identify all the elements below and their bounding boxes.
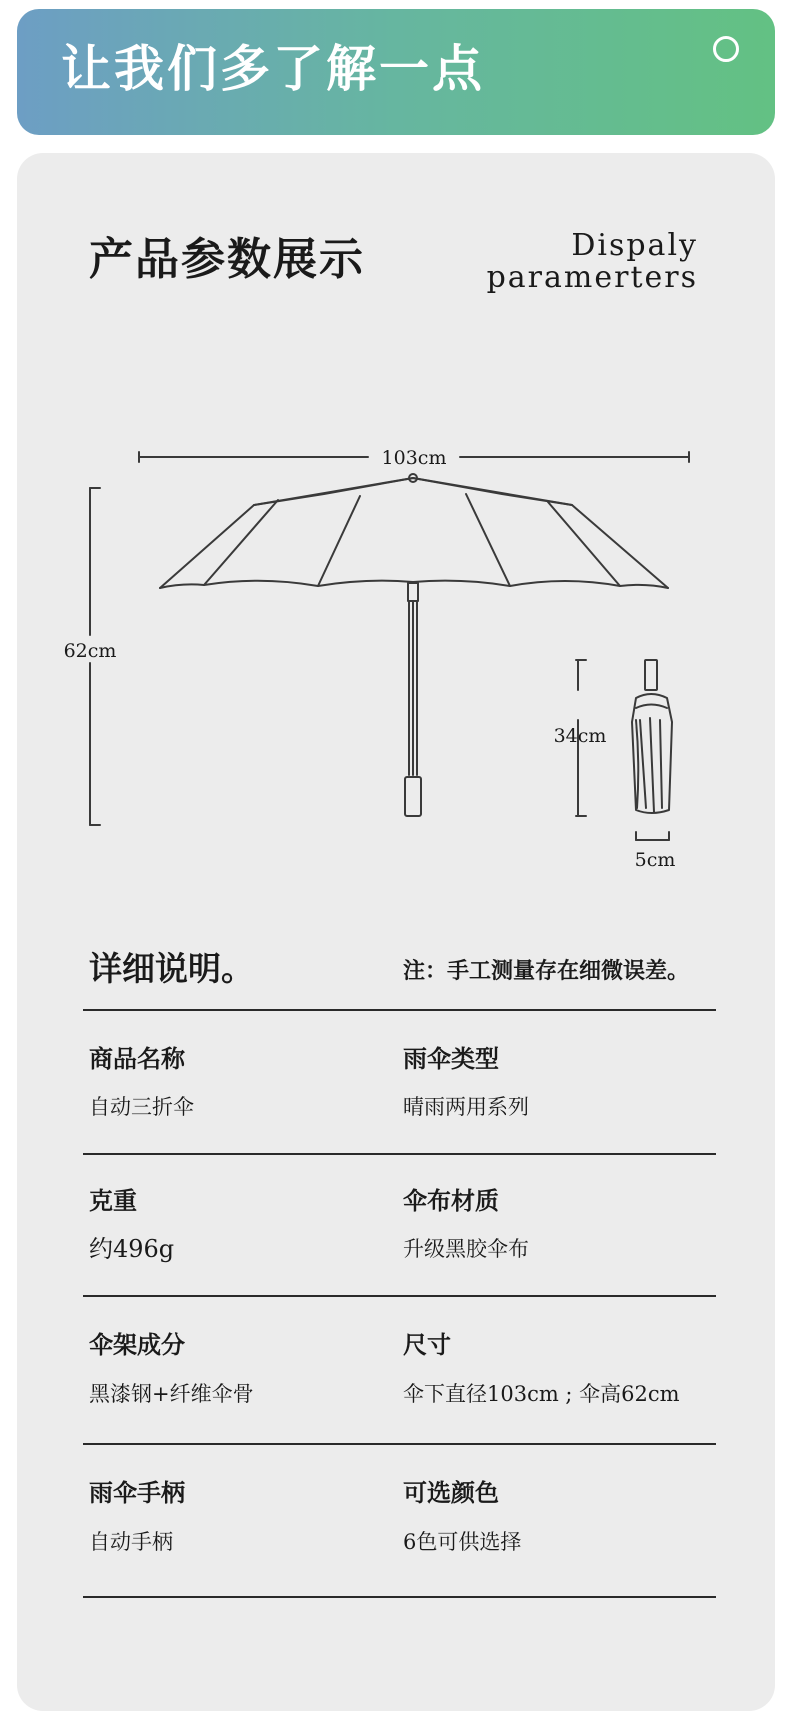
circle-icon	[713, 36, 739, 62]
umbrella-diagram	[0, 420, 790, 880]
spec-label-canopy-material: 伞布材质	[403, 1186, 499, 1215]
measurement-note: 注：手工测量存在细微误差。	[403, 958, 690, 984]
spec-label-frame: 伞架成分	[89, 1330, 185, 1359]
open-width-label: 103cm	[381, 447, 447, 469]
english-title-line-2: paramerters	[486, 260, 698, 295]
parameters-english-title	[487, 230, 698, 294]
folded-width-dimension-line	[636, 832, 669, 840]
spec-value-canopy-material: 升级黑胶伞布	[403, 1237, 529, 1261]
spec-value-handle: 自动手柄	[89, 1530, 173, 1554]
parameters-title: 产品参数展示	[89, 234, 365, 285]
spec-value-product-name: 自动三折伞	[89, 1095, 194, 1119]
spec-label-handle: 雨伞手柄	[89, 1478, 185, 1507]
folded-umbrella-icon	[632, 660, 672, 813]
divider	[83, 1295, 716, 1297]
banner-title: 让我们多了解一点	[61, 40, 485, 98]
spec-value-weight: 约496g	[89, 1235, 175, 1263]
divider	[83, 1009, 716, 1011]
english-title-line-1: Dispaly	[571, 228, 698, 263]
divider	[83, 1443, 716, 1445]
divider	[83, 1596, 716, 1598]
folded-width-label: 5cm	[634, 849, 676, 871]
details-title: 详细说明。	[89, 949, 254, 988]
folded-length-label: 34cm	[553, 725, 607, 747]
spec-label-colors: 可选颜色	[403, 1478, 499, 1507]
spec-label-product-name: 商品名称	[89, 1044, 185, 1073]
spec-label-weight: 克重	[89, 1186, 137, 1215]
spec-value-colors: 6色可供选择	[403, 1530, 522, 1554]
spec-label-umbrella-type: 雨伞类型	[403, 1044, 499, 1073]
header-banner	[17, 9, 775, 135]
spec-label-size: 尺寸	[403, 1330, 451, 1359]
spec-value-size: 伞下直径103cm ; 伞高62cm	[403, 1382, 680, 1406]
spec-value-frame: 黑漆钢+纤维伞骨	[89, 1382, 254, 1406]
open-height-label: 62cm	[63, 640, 117, 662]
spec-value-umbrella-type: 晴雨两用系列	[403, 1095, 529, 1119]
open-umbrella-icon	[160, 474, 668, 816]
divider	[83, 1153, 716, 1155]
